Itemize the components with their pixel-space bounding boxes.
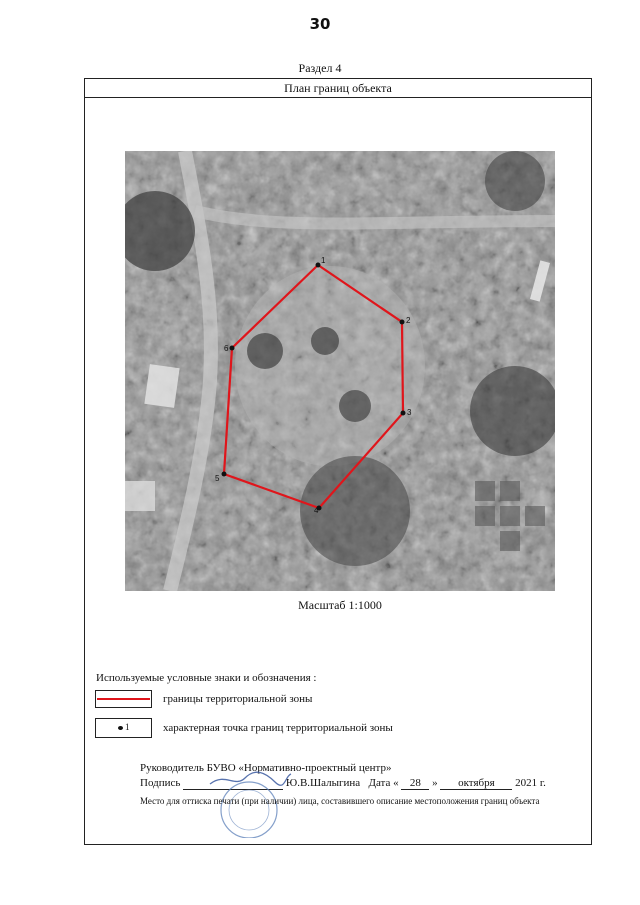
- date-label: Дата «: [368, 777, 399, 789]
- stamp-note: Место для оттиска печати (при наличии) лица, составившего описание местоположения границ объекта: [140, 796, 540, 806]
- point-dot-icon: [118, 726, 123, 730]
- signer-name: Ю.В.Шалыгина: [285, 777, 361, 789]
- point-label-4: 4: [314, 506, 319, 515]
- red-line-icon: [97, 698, 150, 700]
- signature-line: [140, 777, 546, 790]
- section-label: Раздел 4: [298, 61, 342, 75]
- aerial-map: [125, 151, 555, 591]
- legend-symbol-boundary: [95, 690, 152, 708]
- sign-label: Подпись: [140, 777, 181, 789]
- legend-text-boundary: границы территориальной зоны: [163, 693, 313, 705]
- point-label-5: 5: [215, 474, 220, 483]
- point-label-1: 1: [321, 256, 326, 265]
- date-year: 2021 г.: [515, 777, 546, 789]
- date-mid: »: [432, 777, 438, 789]
- plan-title: План границ объекта: [85, 79, 591, 98]
- map-scale: Масштаб 1:1000: [298, 598, 382, 612]
- legend-point-number: 1: [125, 722, 130, 732]
- point-label-3: 3: [407, 408, 412, 417]
- point-label-2: 2: [406, 316, 411, 325]
- legend-symbol-point: [95, 718, 152, 738]
- legend-title: Используемые условные знаки и обозначения :: [96, 672, 317, 684]
- point-label-6: 6: [224, 344, 229, 353]
- page-number: 30: [309, 15, 331, 33]
- head-line: Руководитель БУВО «Нормативно-проектный центр»: [140, 762, 392, 774]
- date-day: 28: [401, 777, 429, 790]
- legend-text-point: характерная точка границ территориальной зоны: [163, 722, 393, 734]
- date-month: октября: [440, 777, 512, 790]
